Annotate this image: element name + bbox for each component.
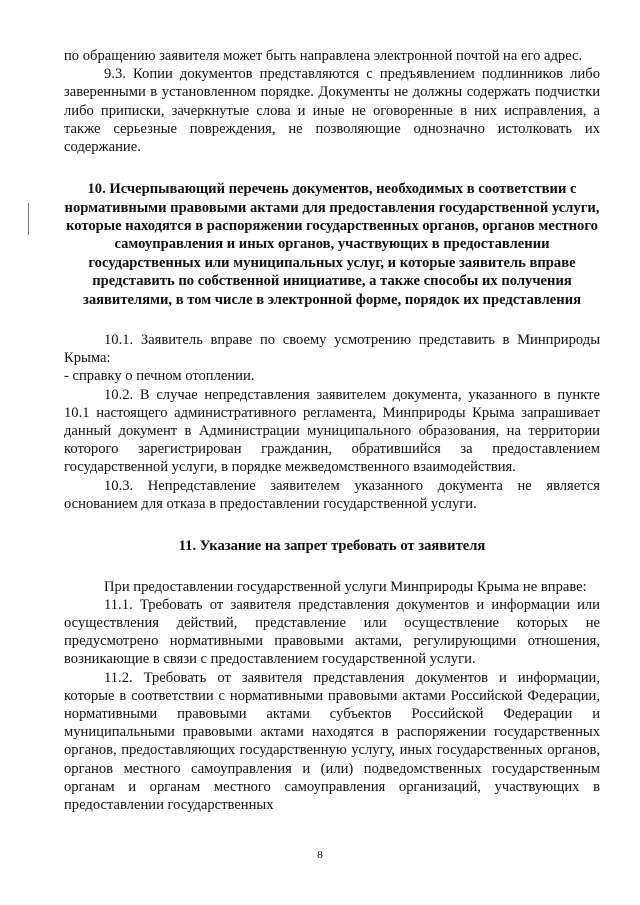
list-item-stove-heating: - справку о печном отоплении. <box>64 368 255 385</box>
section-11-heading: 11. Указание на запрет требовать от заявителя <box>178 538 486 555</box>
paragraph-10-1: 10.1. Заявитель вправе по своему усмотрению представить в Минприроды Крыма: <box>64 332 600 367</box>
paragraph-11-intro: При предоставлении государственной услуги Минприроды Крыма не вправе: <box>104 578 587 595</box>
paragraph-11-2: 11.2. Требовать от заявителя представления документов и информации, которые в соответствии с нормативными правовыми актами Российской Федерации, нормативными правовыми актами субъектов Российской Федерации и муниципальными правовыми актами находятся в распоряжении государственных органов, предоставляющих государственную услугу, иных государственных органов, органов местного самоуправления и (или) подведомственных государственным органам и органам местного самоуправления организаций, участвующих в предоставлении государственных <box>64 669 600 813</box>
paragraph-10-3: 10.3. Непредставление заявителем указанного документа не является основанием для отказа в предоставлении государственной услуги. <box>64 477 600 512</box>
paragraph-11-1: 11.1. Требовать от заявителя представления документов и информации или осуществления действий, представление или осуществление которых не предусмотрено нормативными правовыми актами, регулирующими отношения, возникающие в связи с предоставлением государственной услуги. <box>64 596 600 668</box>
scan-margin-mark <box>28 203 29 235</box>
paragraph-9-3: 9.3. Копии документов представляются с предъявлением подлинников либо заверенными в установленном порядке. Документы не должны содержать подчистки либо приписки, зачеркнутые слова и иные не оговоренные в них исправления, а также серьезные повреждения, не позволяющие однозначно истолковать их содержание. <box>64 66 600 156</box>
section-10-heading: 10. Исчерпывающий перечень документов, необходимых в соответствии с нормативными правовыми актами для предоставления государственной услуги, которые находятся в распоряжении государственных органов, органов местного самоуправления и иных органов, участвующих в предоставлении государственных или муниципальных услуг, и которые заявитель вправе представить по собственной инициативе, а также способы их получения заявителями, в том числе в электронной форме, порядок их представления <box>64 181 600 308</box>
paragraph-continuation: по обращению заявителя может быть направлена электронной почтой на его адрес. <box>64 48 583 64</box>
paragraph-10-2: 10.2. В случае непредставления заявителем документа, указанного в пункте 10.1 настоящего административного регламента, Минприроды Крыма запрашивает данный документ в Администрации муниципального образования, на территории которого зарегистрирован гражданин, обратившийся за предоставлением государственной услуги, в порядке межведомственного взаимодействия. <box>64 386 600 476</box>
document-body <box>64 47 600 814</box>
page-number: 8 <box>317 849 323 861</box>
